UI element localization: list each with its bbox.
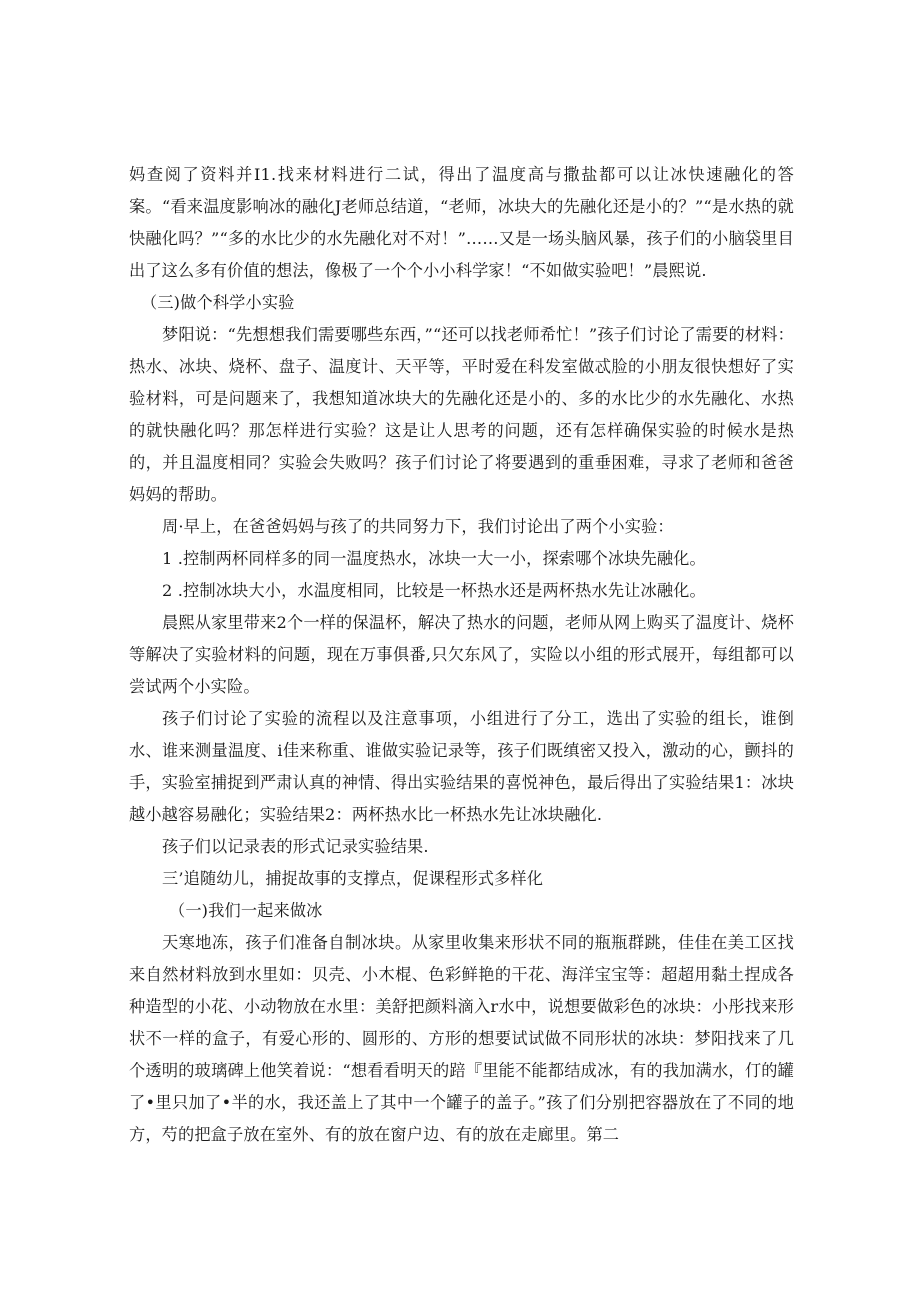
paragraph-materials-discussion: 梦阳说：“先想想我们需要哪些东西，”“还可以找老师希忙！”孩子们讨论了需要的材料：热水、冰块、烧杯、盘子、温度计、天平等，平时爱在科发室做忒脸的小朋友很快想好了实验材料，可是问题来了，我想知道冰块大的先融化还是小的、多的水比少的水先融化、水热的就快融化吗？那怎样进行实验？这是让人思考的问题，还有怎样确保实验的时候水是热的，并且温度相同？实验会失败吗？孩子们讨论了将要遇到的重垂困难，寻求了老师和爸爸妈妈的帮助。 (129, 325, 794, 504)
list-item-experiment-1: 1 .控制两杯同样多的同一温度热水，冰块一大一小，探索哪个冰块先融化。 (162, 549, 706, 568)
paragraph-record-results: 孩子们以记录表的形式记录实验结果. (162, 837, 429, 856)
heading-science-experiment: （三)做个科学小实验 (141, 293, 295, 312)
paragraph-ice-melting-discussion: 妈查阅了资料并I1.找来材料进行二试，得出了温度高与撒盐都可以让冰快速融化的答案。“看来温度影响冰的融化J老师总结道，“老师，冰块大的先融化还是小的？”“是水热的就快融化吗？”“多的水比少的水先融化对不对！”……又是一场头脑风暴，孩子们的小脑袋里目出了这么多有价值的想法，像极了一个个小小科学家！“不如做实验吧！”晨熙说. (129, 165, 794, 280)
paragraph-experiment-process: 孩子们讨论了实验的流程以及注意事项，小组进行了分工，选出了实验的组长，谁倒水、谁来测量温度、i佳来称重、谁做实验记录等，孩子们既缜密又投入，激动的心，颤抖的手，实验室捕捉到严肃认真的神情、得出实验结果的喜悦神色，最后得出了实验结果1：冰块越小越容易融化；实验结果2：两杯热水比一杯热水先让冰块融化. (129, 709, 794, 824)
document-body (129, 159, 794, 1151)
heading-section-three: 三’追随幼儿，捕捉故事的支撑点，促课程形式多样化 (162, 869, 544, 888)
paragraph-two-experiments-intro: 周·早上，在爸爸妈妈与孩了的共同努力下，我们讨论出了两个小实验： (162, 517, 674, 536)
list-item-experiment-2: 2 .控制冰块大小，水温度相同，比较是一杯热水还是两杯热水先让冰融化。 (162, 581, 706, 600)
heading-making-ice: （一)我们一起来做冰 (169, 901, 323, 920)
paragraph-making-ice-blocks: 天寒地冻，孩子们准备自制冰块。从家里收集来形状不同的瓶瓶群跳，佳佳在美工区找来自然材料放到水里如：贝壳、小木棍、色彩鲜艳的干花、海洋宝宝等：超超用黏土捏成各种造型的小花、小动物放在水里：美舒把颜料滴入r水中，说想要做彩色的冰块：小彤找来形状不一样的盒子，有爱心形的、圆形的、方形的想要试试做不同形状的冰块：梦阳找来了几个透明的玻璃碑上他笑着说：“想看看明天的踣『里能不能都结成冰，有的我加满水，仃的罐了•里只加了•半的水，我还盖上了其中一个罐子的盖子。”孩了们分别把容器放在了不同的地方，芍的把盒子放在室外、有的放在窗户边、有的放在走廊里。第二 (129, 933, 794, 1144)
paragraph-materials-solved: 晨熙从家里带来2个一样的保温杯，解决了热水的问题，老师从网上购买了温度计、烧杯等解决了实验材料的问题，现在万事俱番,只欠东风了，实险以小组的形式展开，每组都可以尝试两个小实险。 (129, 613, 794, 696)
